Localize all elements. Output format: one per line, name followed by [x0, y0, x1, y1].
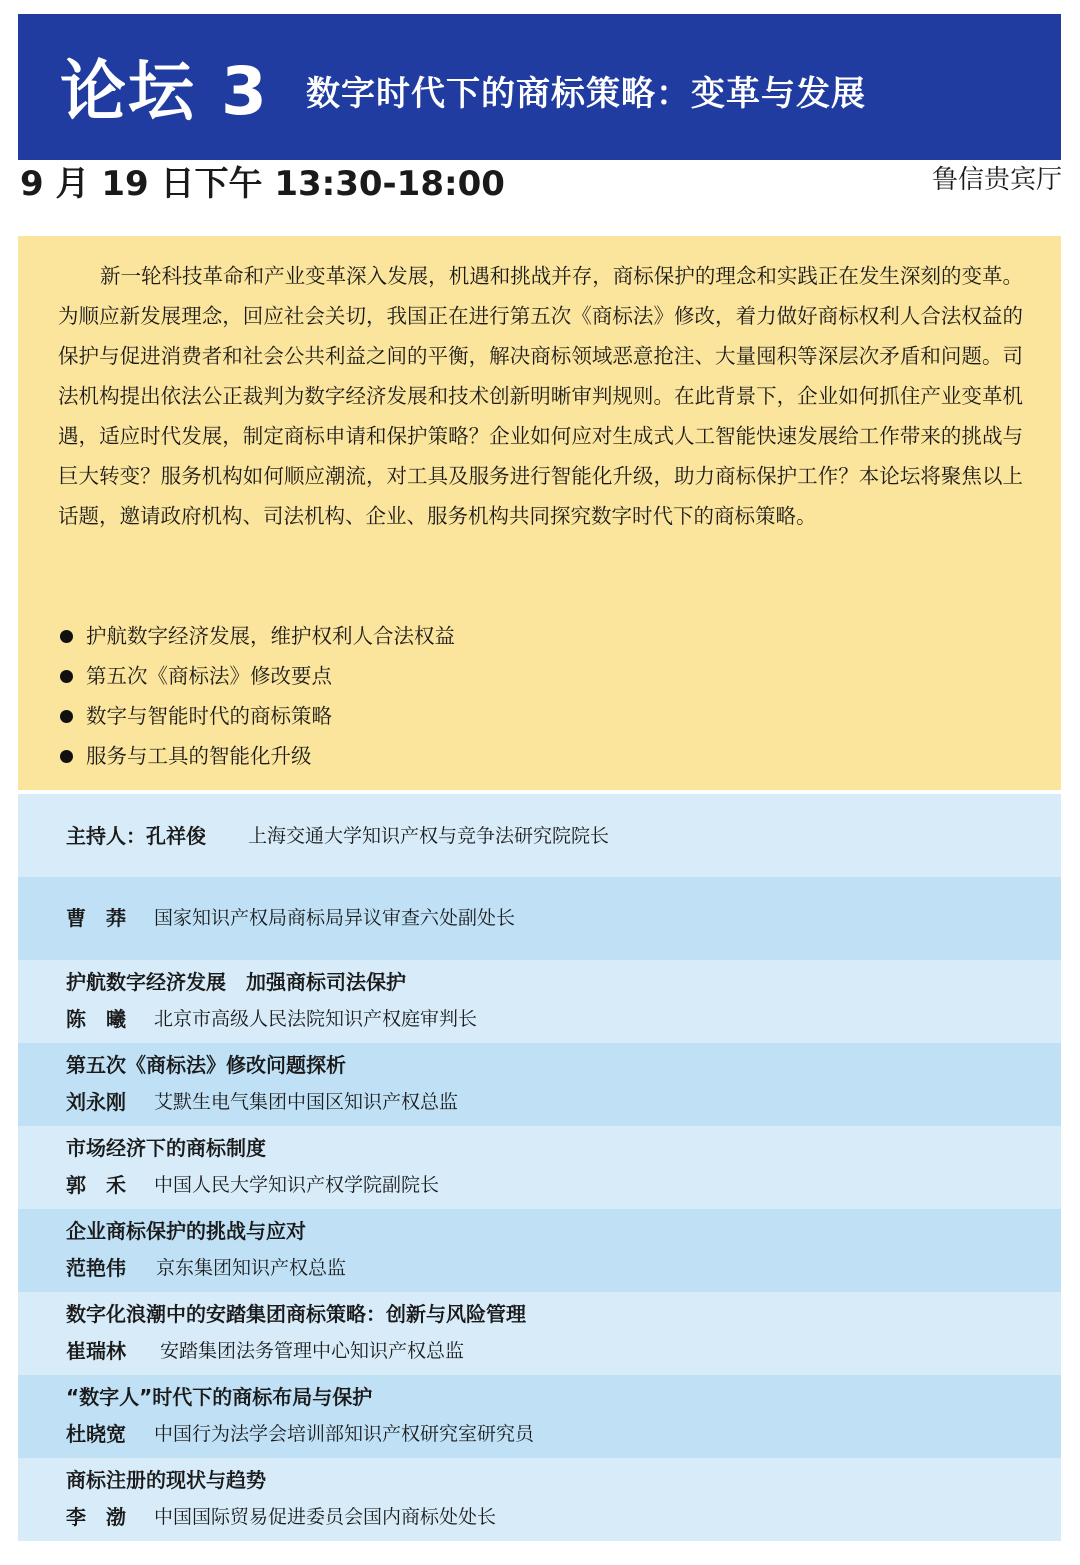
- host-role: 上海交通大学知识产权与竞争法研究院院长: [248, 825, 610, 847]
- forum-banner: [18, 14, 1061, 160]
- talk-row: [18, 1126, 1061, 1209]
- speaker-name: 崔瑞林: [66, 1339, 126, 1363]
- topic-text: 服务与工具的智能化升级: [86, 744, 312, 768]
- speaker-role: 京东集团知识产权总监: [156, 1257, 347, 1279]
- speaker-role: 中国行为法学会培训部知识产权研究室研究员: [154, 1423, 535, 1445]
- intro-paragraph: 新一轮科技革命和产业变革深入发展，机遇和挑战并存，商标保护的理念和实践正在发生深刻的变革。为顺应新发展理念，回应社会关切，我国正在进行第五次《商标法》修改，着力做好商标权利人合法权益的保护与促进消费者和社会公共利益之间的平衡，解决商标领域恶意抢注、大量囤积等深层次矛盾和问题。司法机构提出依法公正裁判为数字经济发展和技术创新明晰审判规则。在此背景下，企业如何抓住产业变革机遇，适应时代发展，制定商标申请和保护策略？企业如何应对生成式人工智能快速发展给工作带来的挑战与巨大转变？服务机构如何顺应潮流，对工具及服务进行智能化升级，助力商标保护工作？本论坛将聚焦以上话题，邀请政府机构、司法机构、企业、服务机构共同探究数字时代下的商标策略。: [58, 264, 1023, 528]
- talk-topic: 第五次《商标法》修改问题探析: [66, 1053, 346, 1077]
- talk-topic: 商标注册的现状与趋势: [66, 1468, 266, 1492]
- topic-text: 数字与智能时代的商标策略: [86, 704, 332, 728]
- speaker-role: 中国人民大学知识产权学院副院长: [154, 1174, 440, 1196]
- speaker-name: 陈 曦: [66, 1007, 126, 1031]
- talk-row: [18, 1375, 1061, 1458]
- topic-list: [60, 616, 455, 776]
- topic-text: 护航数字经济发展，维护权利人合法权益: [86, 624, 455, 648]
- talk-row: [18, 1292, 1061, 1375]
- topic-item: [60, 656, 455, 696]
- speaker-name: 曹 莽: [66, 906, 126, 930]
- forum-label: 论坛 3: [60, 53, 269, 130]
- speaker-role: 北京市高级人民法院知识产权庭审判长: [154, 1008, 478, 1030]
- topic-item: [60, 696, 455, 736]
- talk-row: [18, 960, 1061, 1043]
- speaker-name: 李 渤: [66, 1505, 126, 1529]
- host-row: [18, 794, 1061, 877]
- speaker-role: 国家知识产权局商标局异议审查六处副处长: [154, 907, 516, 929]
- speaker-name: 刘永刚: [66, 1090, 126, 1114]
- forum-title: 数字时代下的商标策略：变革与发展: [306, 74, 866, 114]
- session-time: 9 月 19 日下午 13:30-18:00: [20, 164, 505, 204]
- talk-topic: 护航数字经济发展 加强商标司法保护: [66, 970, 406, 994]
- topic-item: [60, 616, 455, 656]
- intro-panel: [18, 236, 1061, 790]
- speaker-role: 安踏集团法务管理中心知识产权总监: [160, 1340, 465, 1362]
- host-name: 主持人：孔祥俊: [66, 824, 206, 848]
- talk-topic: 市场经济下的商标制度: [66, 1136, 266, 1160]
- speaker-role: 中国国际贸易促进委员会国内商标处处长: [154, 1506, 497, 1528]
- bullet-dot-icon: [60, 630, 73, 643]
- speaker-role: 艾默生电气集团中国区知识产权总监: [154, 1091, 459, 1113]
- topic-item: [60, 736, 455, 776]
- talk-topic: 数字化浪潮中的安踏集团商标策略：创新与风险管理: [66, 1302, 526, 1326]
- speaker-name: 范艳伟: [66, 1256, 126, 1280]
- bullet-dot-icon: [60, 750, 73, 763]
- speaker-name: 杜晓宽: [66, 1422, 126, 1446]
- speaker-name: 郭 禾: [66, 1173, 126, 1197]
- talk-row: [18, 1209, 1061, 1292]
- topic-text: 第五次《商标法》修改要点: [86, 664, 332, 688]
- talk-topic: “数字人”时代下的商标布局与保护: [66, 1385, 373, 1409]
- agenda-list: [18, 794, 1061, 1541]
- bullet-dot-icon: [60, 670, 73, 683]
- talk-row: [18, 1043, 1061, 1126]
- speaker-row: [18, 877, 1061, 960]
- talk-row: [18, 1458, 1061, 1541]
- bullet-dot-icon: [60, 710, 73, 723]
- session-venue: 鲁信贵宾厅: [931, 165, 1062, 195]
- talk-topic: 企业商标保护的挑战与应对: [66, 1219, 306, 1243]
